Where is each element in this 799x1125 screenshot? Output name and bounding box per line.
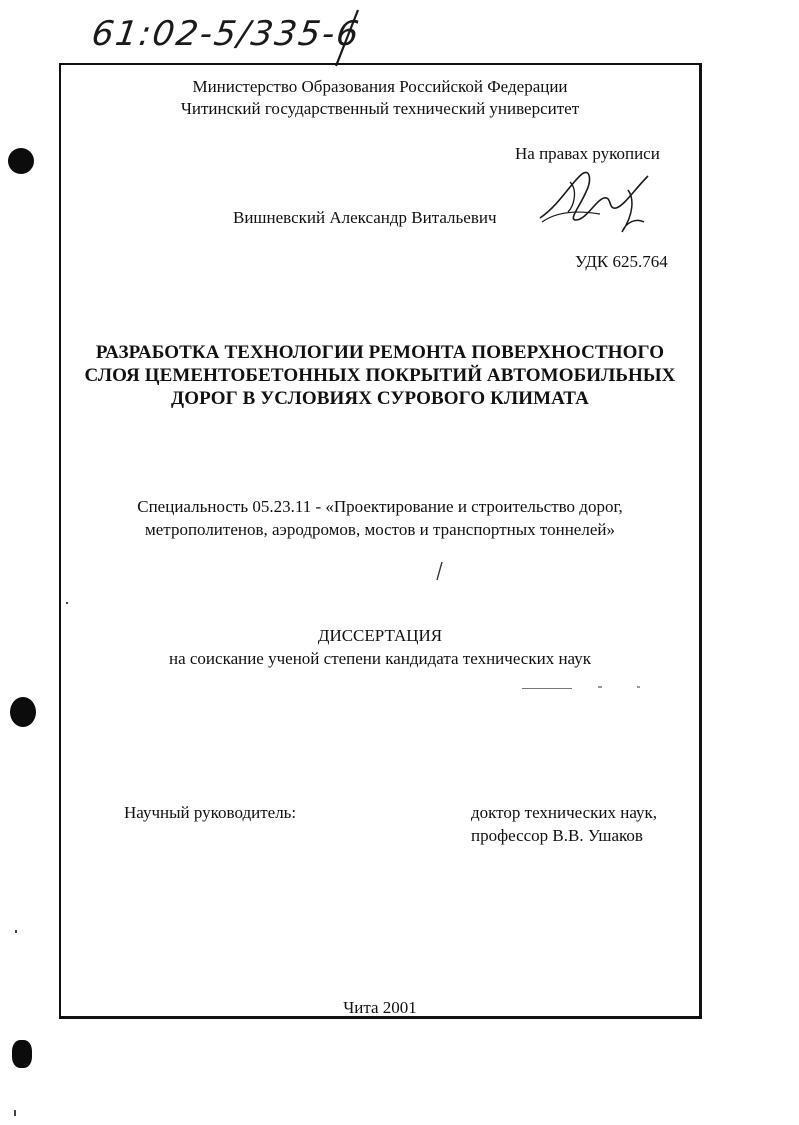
punch-hole-bottom: [12, 1040, 32, 1068]
punch-hole-top: [8, 148, 34, 174]
manuscript-note: На правах рукописи: [515, 144, 660, 163]
archive-slash: [330, 8, 366, 68]
title-line-2: СЛОЯ ЦЕМЕНТОБЕТОННЫХ ПОКРЫТИЙ АВТОМОБИЛЬНЫХ: [84, 365, 676, 386]
supervisor-degree: доктор технических наук,: [471, 803, 658, 822]
specialty-line-1: Специальность 05.23.11 - «Проектирование и строительство дорог,: [137, 497, 623, 516]
scan-speck: [15, 930, 17, 933]
degree-line: на соискание ученой степени кандидата технических наук: [168, 649, 591, 668]
city-year: Чита 2001: [343, 998, 417, 1017]
university-name: Читинский государственный технический университет: [180, 99, 580, 118]
document-type: ДИССЕРТАЦИЯ: [317, 626, 443, 645]
author-signature: [530, 162, 665, 240]
scan-speck: [14, 1110, 16, 1116]
udc-code: УДК 625.764: [575, 252, 668, 271]
title-line-3: ДОРОГ В УСЛОВИЯХ СУРОВОГО КЛИМАТА: [171, 388, 589, 409]
specialty-line-2: метрополитенов, аэродромов, мостов и транспортных тоннелей»: [145, 520, 615, 539]
supervisor-name: профессор В.В. Ушаков: [471, 826, 643, 845]
ministry-name: Министерство Образования Российской Федерации: [192, 77, 568, 96]
punch-hole-middle: [10, 697, 36, 727]
author-name: Вишневский Александр Витальевич: [233, 208, 497, 227]
archive-number: 61:02-5/335-6: [89, 14, 363, 54]
title-line-1: РАЗРАБОТКА ТЕХНОЛОГИИ РЕМОНТА ПОВЕРХНОСТНОГО: [95, 342, 665, 363]
supervisor-label: Научный руководитель:: [124, 803, 297, 822]
